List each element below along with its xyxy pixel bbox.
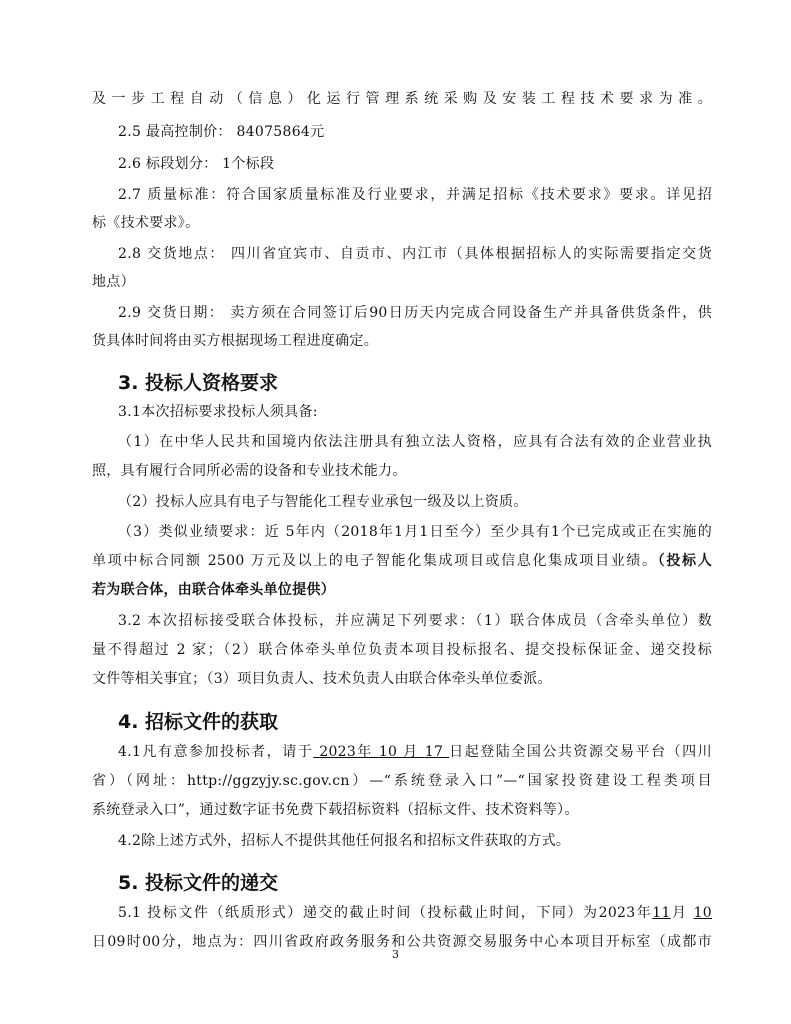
bold-text-line: 若为联合体，由联合体牵头单位提供） — [92, 582, 336, 598]
text-line: 3.2 本次招标接受联合体投标，并应满足下列要求：（1）联合体成员（含牵头单位）数 — [118, 613, 712, 629]
day-field: 10 — [693, 905, 712, 921]
text-line — [118, 742, 712, 762]
text-line: 货具体时间将由买方根据现场工程进度确定。 — [92, 333, 378, 349]
text-line: （2）投标人应具有电子与智能化工程专业承包一级及以上资质。 — [118, 494, 528, 510]
text-line: 标《技术要求》。 — [92, 215, 200, 231]
text-line: 地点） — [92, 274, 135, 290]
lot-division-line: 2.6 标段划分： 1个标段 — [118, 156, 275, 172]
text-line: （3）类似业绩要求：近 5年内（2018年1月1日至今）至少具有1个已完成或正在实施的 — [118, 524, 712, 540]
day-field: 17 — [424, 744, 450, 760]
text-line — [92, 551, 712, 571]
text-line: 日09时00分，地点为：四川省政府政务服务和公共资源交易服务中心本项目开标室（成都市 — [92, 934, 712, 950]
text-span: 单项中标合同额 2500 万元及以上的电子智能化集成项目或信息化集成项目业绩。 — [92, 553, 658, 569]
month-field: 10 月 — [378, 744, 425, 760]
text-span: 省）（网址：http://ggzyjy.sc.gov.cn）—“系统登录入口”—“国家投资建设工程类项目 — [92, 773, 712, 789]
delivery-date-line: 2.9 交货日期： 卖方须在合同签订后90日历天内完成合同设备生产并具备供货条件，供 — [118, 305, 712, 321]
text-line: 4.2除上述方式外，招标人不提供其他任何报名和招标文件获取的方式。 — [118, 833, 571, 849]
text-span: 月 — [670, 905, 694, 921]
section-heading-4: 4. 招标文件的获取 — [118, 711, 279, 733]
month-field: 11 — [652, 905, 671, 921]
text-line: 3.1本次招标要求投标人须具备: — [118, 404, 318, 420]
year-field: 2023年 — [313, 744, 379, 760]
text-line: 文件等相关事宜；（3）项目负责人、技术负责人由联合体牵头单位委派。 — [92, 671, 552, 687]
text-line — [92, 771, 712, 791]
text-line: 系统登录入口”，通过数字证书免费下载招标资料（招标文件、技术资料等）。 — [92, 802, 579, 818]
text-line: 量不得超过 2 家；（2）联合体牵头单位负责本项目投标报名、提交投标保证金、递交投标 — [92, 642, 712, 658]
text-span: 日起登陆全国公共资源交易平台（四川 — [449, 744, 712, 760]
text-line: （1）在中华人民共和国境内依法注册具有独立法人资格，应具有合法有效的企业营业执 — [118, 434, 712, 450]
bold-text: （投标人 — [657, 553, 712, 569]
text-span: 4.1凡有意参加投标者，请于 — [118, 744, 314, 760]
quality-standard-line: 2.7 质量标准：符合国家质量标准及行业要求，并满足招标《技术要求》要求。详见招 — [118, 187, 712, 203]
text-line: 照，具有履行合同所必需的设备和专业技术能力。 — [92, 463, 407, 479]
text-line — [118, 903, 712, 923]
max-price-line: 2.5 最高控制价： 84075864元 — [118, 124, 325, 140]
section-heading-5: 5. 投标文件的递交 — [118, 872, 279, 894]
text-line: 及一步工程自动（信息）化运行管理系统采购及安装工程技术要求为准。 — [92, 91, 712, 107]
delivery-location-line: 2.8 交货地点： 四川省宜宾市、自贡市、内江市（具体根据招标人的实际需要指定交货 — [118, 246, 712, 262]
section-heading-3: 3. 投标人资格要求 — [118, 372, 279, 394]
text-span: 5.1 投标文件（纸质形式）递交的截止时间（投标截止时间，下同）为2023年 — [118, 905, 653, 921]
page-number: 3 — [392, 948, 399, 961]
